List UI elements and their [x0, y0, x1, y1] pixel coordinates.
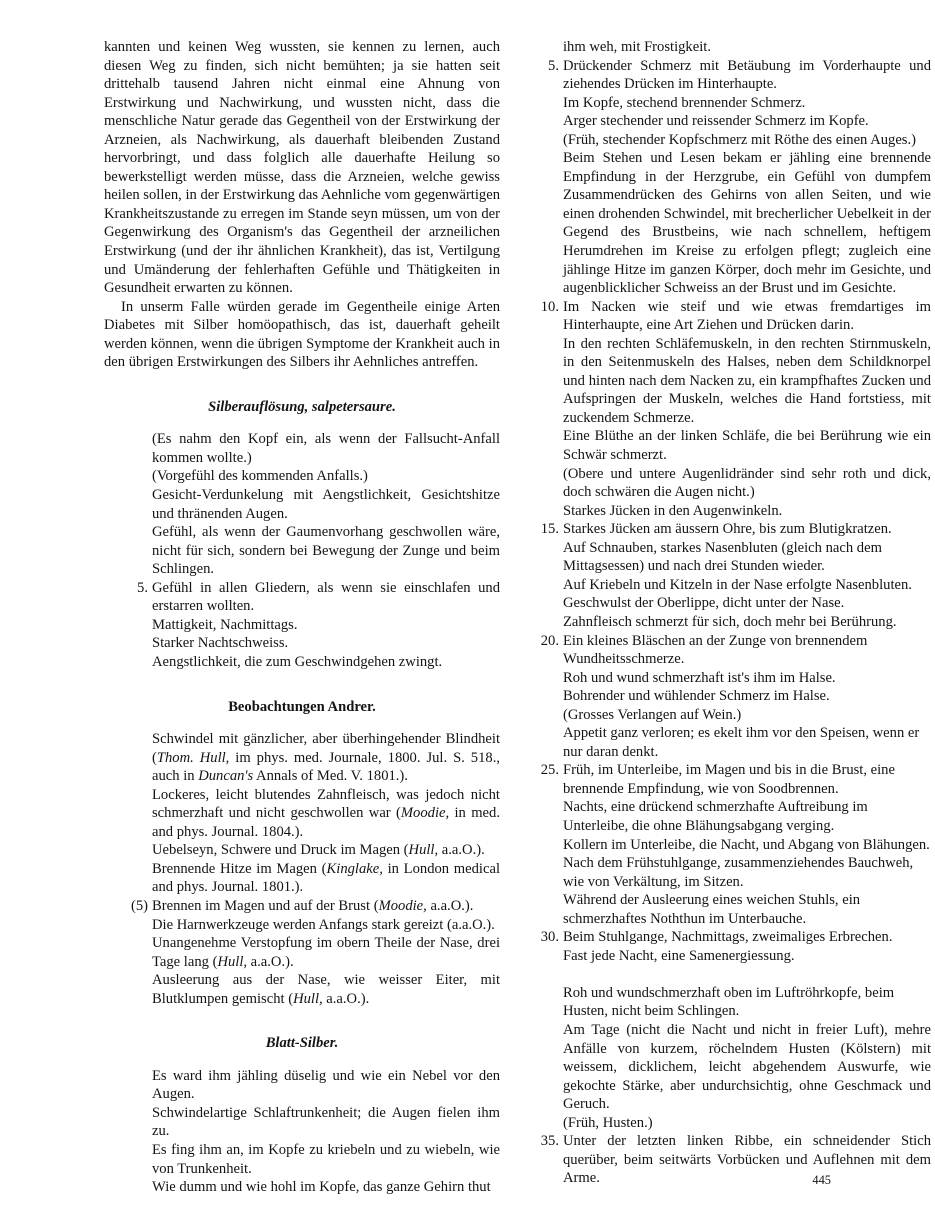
symptom-list-respiratory [535, 984, 931, 1188]
symptom-number: 35. [540, 1133, 559, 1150]
symptom-entry [535, 539, 931, 576]
symptom-text: Beim Stuhlgange, Nachmittags, zweimaliges Erbrechen. [563, 929, 893, 946]
symptom-entry [535, 669, 931, 688]
symptom-entry [126, 616, 500, 635]
spacer [104, 716, 500, 730]
section-heading-blatt-silber: Blatt-Silber. [265, 1035, 339, 1052]
left-column-prose [104, 38, 500, 372]
symptom-text: Brennende Hitze im Magen (Kinglake, in London medical and phys. Journal. 1801.). [152, 860, 501, 896]
symptom-number: 15. [540, 521, 559, 538]
left-column [104, 38, 501, 1196]
symptom-text: In den rechten Schläfemuskeln, in den rechten Stirnmuskeln, in den Seitenmuskeln des Halses, neben dem Schildknorpel und hinten nach dem Nacken zu, ein krampfhaftes Zucken und Aufspringen der Muskeln, welches die Hand fortstiess, mit zuckendem Schmerze. [563, 335, 931, 426]
symptom-entry [535, 427, 931, 464]
symptom-entry [535, 1114, 931, 1133]
symptom-entry [126, 841, 500, 860]
symptom-text: Mattigkeit, Nachmittags. [152, 616, 298, 633]
symptom-text: Geschwulst der Oberlippe, dicht unter der Nase. [563, 595, 845, 612]
symptom-text: Starker Nachtschweiss. [152, 635, 289, 652]
symptom-number: (5) [130, 897, 148, 914]
symptom-text: Im Kopfe, stechend brennender Schmerz. [563, 94, 806, 111]
symptom-entry [126, 653, 500, 672]
symptom-entry [535, 1132, 931, 1188]
symptom-entry [535, 298, 931, 335]
symptom-list-beobachtungen-andrer [126, 730, 500, 1008]
symptom-text: Kollern im Unterleibe, die Nacht, und Abgang von Blähungen. [563, 836, 930, 853]
symptom-entry [126, 579, 500, 616]
symptom-text: Roh und wund schmerzhaft ist's ihm im Halse. [563, 669, 836, 686]
symptom-list-continued [535, 38, 931, 965]
symptom-entry [535, 520, 931, 539]
symptom-text: Uebelseyn, Schwere und Druck im Magen (Hull, a.a.O.). [152, 842, 485, 859]
symptom-entry [535, 502, 931, 521]
symptom-entry [535, 613, 931, 632]
symptom-number: 30. [540, 929, 559, 946]
symptom-entry [126, 934, 500, 971]
symptom-text: Ausleerung aus der Nase, wie weisser Eiter, mit Blutklumpen gemischt (Hull, a.a.O.). [152, 972, 500, 1007]
symptom-entry [126, 1104, 500, 1141]
symptom-text: Schwindelartige Schlaftrunkenheit; die Augen fielen ihm zu. [152, 1104, 500, 1140]
symptom-entry [535, 947, 931, 966]
symptom-text: Drückender Schmerz mit Betäubung im Vorderhaupte und ziehendes Drücken im Hinterhaupte. [563, 57, 931, 93]
spacer [104, 1008, 500, 1034]
symptom-text: Wie dumm und wie hohl im Kopfe, das ganze Gehirn thut [152, 1179, 491, 1196]
symptom-entry [535, 724, 931, 761]
symptom-number: 10. [540, 298, 559, 315]
symptom-text: Fast jede Nacht, eine Samenergiessung. [563, 947, 795, 964]
symptom-text: Unter der letzten linken Ribbe, ein schneidender Stich querüber, beim seitwärts Vorbücken und Auflehnen mit dem Arme. [563, 1133, 931, 1187]
symptom-text: Gesicht-Verdunkelung mit Aengstlichkeit, Gesichtshitze und thränenden Augen. [152, 487, 500, 522]
symptom-number: 5. [548, 57, 559, 74]
symptom-text: Starkes Jücken am äussern Ohre, bis zum Blutigkratzen. [563, 521, 892, 538]
symptom-text: Zahnfleisch schmerzt für sich, doch mehr bei Berührung. [563, 613, 897, 630]
symptom-text: Nachts, eine drückend schmerzhafte Auftreibung im Unterleibe, die ohne Blähungsabgang verging. [563, 799, 868, 834]
symptom-text: Es fing ihm an, im Kopfe zu kriebeln und zu wiebeln, wie von Trunkenheit. [152, 1141, 500, 1177]
symptom-text: Beim Stehen und Lesen bekam er jähling eine brennende Empfindung in der Herzgrube, ein Gefühl von dumpfem Zusammendrücken des Gehirns von allen Seiten, und wie einen drohenden Schwindel, mit brecherlicher Uebelkeit in der Gegend des Brustbeins, wie nach schnellem, heftigem Herumdrehen im Kreise zu erfolgen pflegt; zugleich eine jählinge Hitze im ganzen Körper, doch mehr im Gesichte, und augenblicklicher Schweiss an der Brust und im Gesichte. [563, 150, 931, 297]
body-paragraph: In unserm Falle würden gerade im Gegentheile einige Arten Diabetes mit Silber homöopathisch, das ist, dauerhaft geheilt werden können, wenn die übrigen Symptome der Krankheit auch in den übrigen Erstwirkungen des Silbers ihr Aehnliches antreffen. [104, 298, 500, 371]
symptom-entry [535, 465, 931, 502]
symptom-entry [535, 798, 931, 835]
symptom-text: (Vorgefühl des kommenden Anfalls.) [152, 468, 368, 485]
symptom-entry [535, 984, 931, 1021]
symptom-number: 20. [540, 632, 559, 649]
symptom-entry [535, 706, 931, 725]
symptom-entry [535, 112, 931, 131]
symptom-text: Starkes Jücken in den Augenwinkeln. [563, 502, 783, 519]
symptom-entry [126, 634, 500, 653]
symptom-number: 25. [540, 762, 559, 779]
symptom-entry [535, 576, 931, 595]
symptom-entry [126, 1067, 500, 1104]
symptom-text: Roh und wundschmerzhaft oben im Luftröhrkopfe, beim Husten, nicht beim Schlingen. [563, 984, 895, 1020]
symptom-text: Es ward ihm jähling düselig und wie ein Nebel vor den Augen. [152, 1067, 500, 1103]
symptom-entry [535, 57, 931, 94]
symptom-text: (Obere und untere Augenlidränder sind sehr roth und dick, doch schwären die Augen nicht.) [563, 465, 931, 501]
symptom-text: Unangenehme Verstopfung im obern Theile der Nase, drei Tage lang (Hull, a.a.O.). [152, 935, 500, 970]
symptom-entry [535, 131, 931, 150]
symptom-entry [535, 594, 931, 613]
symptom-text: ihm weh, mit Frostigkeit. [563, 39, 711, 55]
symptom-text: (Grosses Verlangen auf Wein.) [563, 706, 742, 723]
symptom-entry [126, 1178, 500, 1197]
symptom-text: (Früh, Husten.) [563, 1114, 653, 1131]
symptom-entry [126, 1141, 500, 1178]
symptom-text: Appetit ganz verloren; es ekelt ihm vor den Speisen, wenn er nur daran denkt. [563, 725, 920, 760]
symptom-entry [126, 523, 500, 579]
symptom-entry [535, 632, 931, 669]
symptom-text: Arger stechender und reissender Schmerz im Kopfe. [563, 113, 869, 130]
symptom-text: Früh, im Unterleibe, im Magen und bis in die Brust, eine brennende Empfindung, wie von Soodbrennen. [563, 762, 895, 797]
symptom-entry [126, 467, 500, 486]
symptom-text: Im Nacken wie steif und wie etwas fremdartiges im Hinterhaupte, eine Art Ziehen und Drücken darin. [563, 298, 931, 334]
symptom-number: 5. [137, 579, 148, 596]
body-paragraph: kannten und keinen Weg wussten, sie kennen zu lernen, auch diesen Weg zu finden, sich nicht bemühten; ja sie hatten seit drittehalb tausend Jahren nicht einmal eine Ahnung von Erstwirkung und Nachwirkung, und wussten nicht, dass die menschliche Natur gerade das Gegentheil von der Erstwirkung der Arzneien, als Nachwirkung, als dauerhaft bleibenden Zustand hervorbringt, und dass folglich alle dauerhafte Heilung so bewerkstelligt werden müsse, dass die Arzneien, welche gewiss heilen sollen, in der Erstwirkung das Aehnliche vom gegenwärtigen Krankheitszustande zu erregen im Stande seyn müssen, um von der Gegenwirkung des Organism's das Gegentheil der arzneilichen Erstwirkung (und der ihr ähnlichen Krankheit), das ist, Vertilgung und Umänderung der fehlerhaften Gefühle und Thätigkeiten in Gesundheit erwarten zu können. [104, 39, 500, 297]
symptom-text: Auf Schnauben, starkes Nasenbluten (gleich nach dem Mittagsessen) und nach drei Stunden wieder. [563, 539, 882, 575]
paragraph-break [535, 965, 931, 984]
symptom-text: Bohrender und wühlender Schmerz im Halse. [563, 688, 830, 705]
page-number: 445 [812, 1173, 831, 1187]
symptom-entry [126, 786, 500, 842]
symptom-entry [126, 860, 500, 897]
symptom-entry [126, 971, 500, 1008]
symptom-text: Lockeres, leicht blutendes Zahnfleisch, was jedoch nicht schmerzhaft und nicht geschwollen war (Moodie, in med. and phys. Journal. 1804.). [152, 786, 500, 840]
spacer [104, 372, 500, 398]
symptom-text: Gefühl in allen Gliedern, als wenn sie einschlafen und erstarren wollten. [152, 579, 500, 615]
symptom-entry [535, 891, 931, 928]
symptom-text: Die Harnwerkzeuge werden Anfangs stark gereizt (a.a.O.). [152, 916, 495, 933]
symptom-entry [535, 38, 931, 57]
symptom-text: Aengstlichkeit, die zum Geschwindgehen zwingt. [152, 653, 443, 670]
spacer [104, 416, 500, 430]
symptom-text: Auf Kriebeln und Kitzeln in der Nase erfolgte Nasenbluten. [563, 576, 912, 593]
symptom-text: Eine Blüthe an der linken Schläfe, die bei Berührung wie ein Schwär schmerzt. [563, 428, 931, 464]
symptom-entry [535, 836, 931, 855]
spacer [104, 672, 500, 698]
spacer [104, 1053, 500, 1067]
symptom-text: (Es nahm den Kopf ein, als wenn der Fallsucht-Anfall kommen wollte.) [152, 431, 500, 466]
symptom-entry [535, 854, 931, 891]
symptom-entry [535, 335, 931, 428]
symptom-entry [535, 687, 931, 706]
symptom-entry [126, 897, 500, 916]
symptom-entry [535, 94, 931, 113]
symptom-entry [126, 486, 500, 523]
symptom-entry [535, 1021, 931, 1114]
symptom-entry [535, 761, 931, 798]
symptom-text: Schwindel mit gänzlicher, aber überhingehender Blindheit (Thom. Hull, im phys. med. Journale, 1800. Jul. S. 518., auch in Duncan's Annals of Med. V. 1801.). [152, 731, 500, 785]
symptom-text: Brennen im Magen und auf der Brust (Moodie, a.a.O.). [152, 897, 474, 914]
symptom-text: Ein kleines Bläschen an der Zunge von brennendem Wundheitsschmerze. [563, 632, 868, 668]
symptom-entry [535, 928, 931, 947]
symptom-text: Nach dem Frühstuhlgange, zusammenziehendes Bauchweh, wie von Verkältung, im Sitzen. [563, 855, 914, 890]
symptom-list-blatt-silber [126, 1067, 500, 1197]
symptom-text: Am Tage (nicht die Nacht und nicht in freier Luft), mehre Anfälle von kurzem, röchelndem Husten (Kölstern) mit weissem, dicklichem, leicht abgehendem Auswurfe, wie gekochte Stärke, aber undurchsichtig, ohne Geschmack und Geruch. [563, 1021, 931, 1113]
symptom-list-silberaufloesung [126, 430, 500, 671]
symptom-entry [535, 149, 931, 297]
symptom-entry [126, 430, 500, 467]
section-heading-silberaufloesung: Silberauflösung, salpetersaure. [208, 398, 396, 415]
symptom-entry [126, 730, 500, 786]
symptom-text: Während der Ausleerung eines weichen Stuhls, ein schmerzhaftes Noththun im Unterbauche. [563, 892, 861, 927]
symptom-text: (Früh, stechender Kopfschmerz mit Röthe des einen Auges.) [563, 131, 916, 148]
section-heading-beobachtungen-andrer: Beobachtungen Andrer. [228, 698, 376, 715]
symptom-entry [126, 916, 500, 935]
symptom-text: Gefühl, als wenn der Gaumenvorhang geschwollen wäre, nicht für sich, sondern bei Bewegung der Zunge und beim Schlingen. [152, 524, 500, 578]
